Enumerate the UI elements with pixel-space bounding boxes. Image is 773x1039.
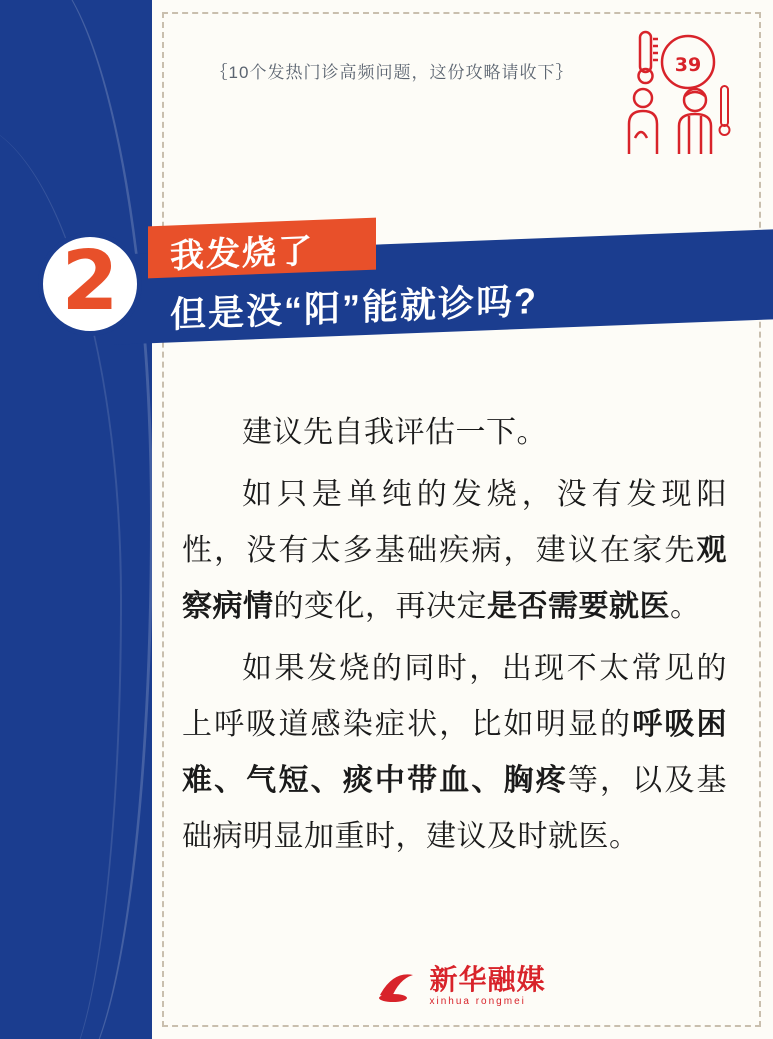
svg-text:39: 39 [674,54,702,76]
body-text: 。 [670,590,701,623]
logo-pinyin: xinhua rongmei [429,996,526,1007]
doctor-icon [679,89,711,154]
body-text: 的变化，再决定 [273,590,487,623]
thermometer-icon [639,32,659,83]
body-text: 建议先自我评估一下。 [242,416,547,449]
emphasis-text: 呼吸困难、气短、痰中带血、胸疼 [182,708,727,797]
emphasis-text: 观察病情 [182,534,727,623]
body-text: 等，以及基础病明显加重时，建议及时就医。 [182,764,727,853]
thermometer-small-icon [720,86,730,135]
patient-icon [629,89,657,154]
header-kicker: ｛10个发热门诊高频问题，这份攻略请收下｝ [210,63,574,82]
dashed-border-left [162,12,164,1027]
body-text: 如只是单纯的发烧，没有发现阳性，没有太多基础疾病，建议在家先 [182,478,727,567]
logo-text-block [429,965,545,1007]
band-curve-3 [40,0,152,1039]
banner-title-line-2: 但是没“阳”能就诊吗? [170,279,538,336]
question-number-badge [38,232,142,336]
article-paragraph [182,467,727,635]
xinhua-logo-mark [377,969,421,1003]
emphasis-text: 是否需要就医 [487,590,670,623]
question-banner [18,218,758,348]
footer-logo [0,965,773,1007]
temperature-badge [662,36,714,88]
left-blue-band [0,0,152,1039]
article-body [182,405,727,871]
article-paragraph [182,641,727,865]
article-paragraph [182,405,727,461]
header-illustration [619,26,739,156]
logo-chinese-name: 新华融媒 [429,963,546,995]
body-text: 如果发烧的同时，出现不太常见的上呼吸道感染症状，比如明显的 [182,652,727,741]
question-number: 2 [61,234,119,329]
banner-title-line-1: 我发烧了 [170,232,314,276]
